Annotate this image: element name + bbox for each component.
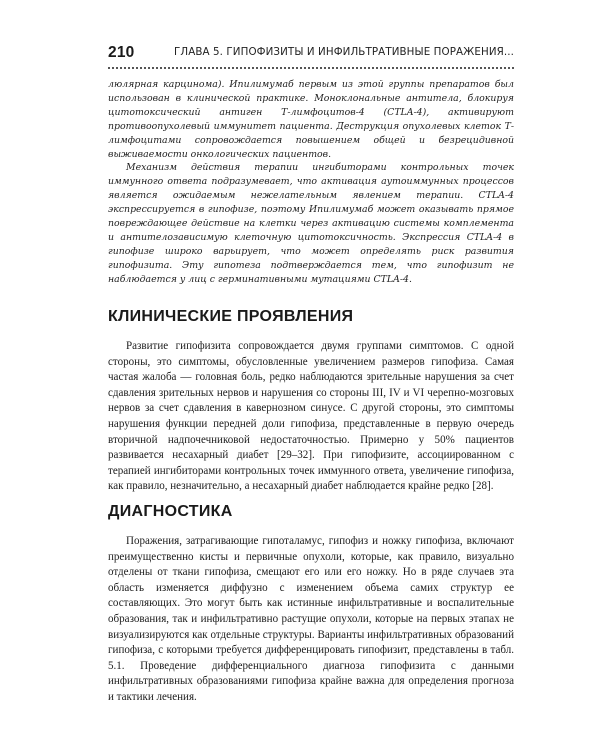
page-number: 210 [108, 44, 135, 61]
italic-paragraph-mechanism: Механизм действия терапии ингибиторами контрольных точек иммунного ответа подразумевает, что активация аутоиммунных процессов является ожидаемым нежелательным явлением терапии. CTLA-4 экспрессируется в гипофизе, поэтому Ипилимумаб может оказывать прямое повреждающее действие на клетки через активацию системы комплемента и антителозависимую клеточную цитотоксичность. Экспрессия CTLA-4 в гипофизе широко варьирует, что может определять риск развития гипофизита. Эту гипотеза подтверждается тем, что гипофизит не наблюдается у лиц с герминативными мутациями CTLA-4. [108, 162, 514, 285]
page-header [108, 44, 514, 64]
intro-italic-block [108, 78, 514, 287]
section-heading-clinical: КЛИНИЧЕСКИЕ ПРОЯВЛЕНИЯ [108, 308, 354, 325]
section-body-diagnostics [108, 534, 514, 706]
diagnostics-paragraph: Поражения, затрагивающие гипоталамус, гипофиз и ножку гипофиза, включают преимущественно кисты и первичные опухоли, которые, как правило, визуально отделены от ткани гипофиза, смещают его или его ножку. Но в ряде случаев эта область изменяется диффузно с изменением объема самих структур ее составляющих. Это могут быть как истинные инфильтративные и воспалительные образования, так и инфильтративно растущие опухоли, которые на первых этапах не визуализируются как отдельные структуры. Варианты инфильтративных образований гипофиза, с которыми требуется дифференцировать гипофизит, представлены в табл. 5.1. Проведение дифференциального диагноза гипофизита с данными инфильтративных образованиями гипофиза крайне важна для определения прогноза и тактики лечения. [108, 535, 514, 703]
section-body-clinical [108, 339, 514, 495]
section-heading-diagnostics: ДИАГНОСТИКА [108, 503, 233, 520]
clinical-paragraph: Развитие гипофизита сопровождается двумя группами симптомов. С одной стороны, это симптомы, обусловленные увеличением размеров гипофиза. Самая частая жалоба — головная боль, редко наблюдаются зрительные нарушения за счет сдавления зрительных нервов и нарушения со стороны III, IV и VI черепно-мозговых нервов за счет сдавления в кавернозном синусе. С другой стороны, это симптомы нарушения функции передней доли гипофиза, представленные в первую очередь вторичной надпочечниковой недостаточностью. Примерно у 50% пациентов развивается несахарный диабет [29–32]. При гипофизите, ассоциированном с терапией ингибиторами контрольных точек иммунного ответа, увеличение гипофиза, как правило, незначительно, а несахарный диабет наблюдается крайне редко [28]. [108, 340, 514, 493]
running-head: ГЛАВА 5. ГИПОФИЗИТЫ И ИНФИЛЬТРАТИВНЫЕ ПОРАЖЕНИЯ... [173, 46, 514, 58]
header-dotted-rule [108, 67, 514, 69]
italic-paragraph-continued: люлярная карцинома). Ипилимумаб первым из этой группы препаратов был использован в клинической практике. Моноклональные антитела, блокируя цитотоксический антиген Т-лимфоцитов-4 (CTLA-4), активируют противоопухолевый иммунитет пациента. Деструкция опухолевых клеток Т-лимфоцитами сопровождается повышением общей и безрецидивной выживаемости онкологических пациентов. [108, 79, 514, 160]
